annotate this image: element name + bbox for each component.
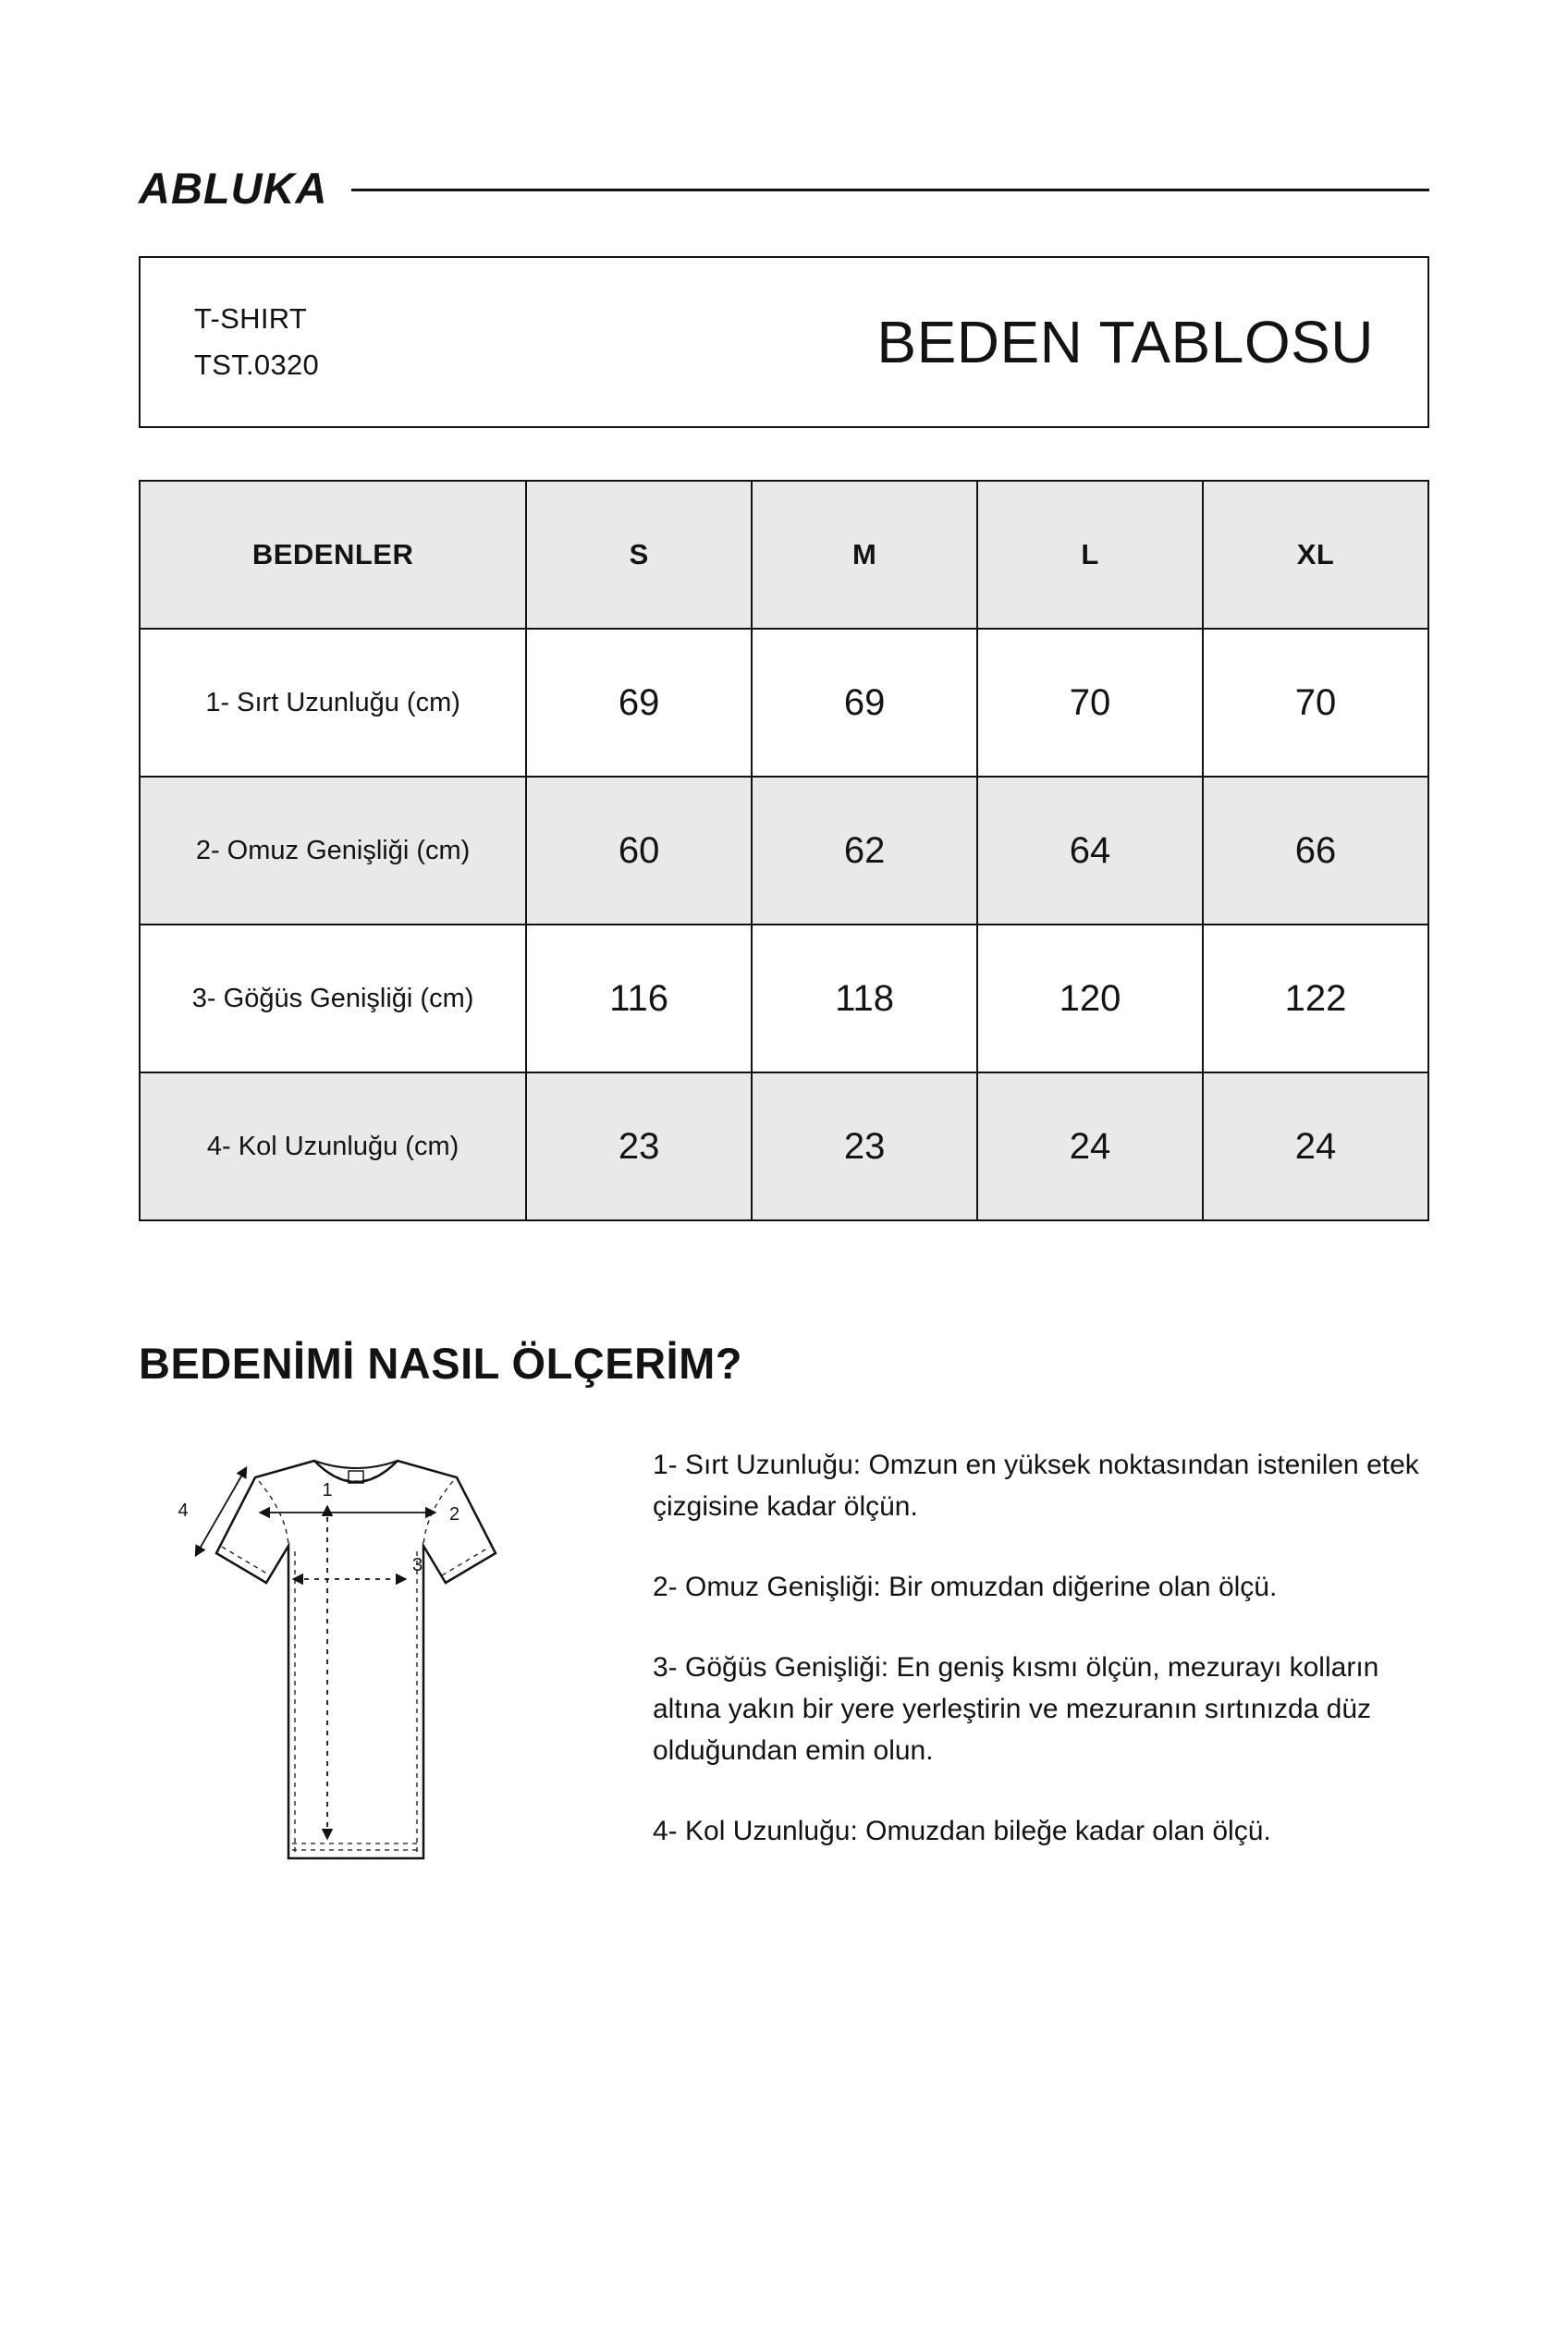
- product-type: T-SHIRT: [194, 302, 308, 336]
- product-code: TST.0320: [194, 349, 320, 381]
- diagram-label-1: 1: [322, 1480, 333, 1501]
- table-row-shoulder-width: [140, 777, 1428, 925]
- brand-divider-line: [351, 189, 1429, 191]
- row-label: 3- Göğüs Genişliği (cm): [140, 925, 526, 1072]
- row-label: 1- Sırt Uzunluğu (cm): [140, 629, 526, 777]
- cell-value: 122: [1203, 925, 1428, 1072]
- table-row-chest-width: [140, 925, 1428, 1072]
- diagram-label-3: 3: [412, 1555, 423, 1575]
- cell-value: 64: [977, 777, 1203, 925]
- cell-value: 24: [1203, 1072, 1428, 1220]
- cell-value: 60: [526, 777, 752, 925]
- table-row-back-length: [140, 629, 1428, 777]
- howto-body: [139, 1422, 1429, 1944]
- col-header-size-m: M: [752, 481, 977, 629]
- cell-value: 66: [1203, 777, 1428, 925]
- col-header-size-xl: XL: [1203, 481, 1428, 629]
- cell-value: 23: [752, 1072, 977, 1220]
- cell-value: 118: [752, 925, 977, 1072]
- cell-value: 120: [977, 925, 1203, 1072]
- instruction-chest-width: 3- Göğüs Genişliği: En geniş kısmı ölçün, mezurayı kolların altına yakın bir yere yerleştirin ve mezuranın sırtınızda düz olduğundan emin olun.: [653, 1652, 1379, 1766]
- cell-value: 62: [752, 777, 977, 925]
- brand-logo: ABLUKA: [139, 164, 328, 213]
- col-header-size-l: L: [977, 481, 1203, 629]
- row-label: 4- Kol Uzunluğu (cm): [140, 1072, 526, 1220]
- tshirt-diagram: [139, 1422, 619, 1944]
- cell-value: 116: [526, 925, 752, 1072]
- cell-value: 70: [977, 629, 1203, 777]
- tshirt-diagram-svg: [139, 1422, 601, 1940]
- page-title: BEDEN TABLOSU: [876, 309, 1374, 375]
- diagram-label-4: 4: [178, 1501, 189, 1521]
- col-header-bedenler: BEDENLER: [140, 481, 526, 629]
- cell-value: 69: [752, 629, 977, 777]
- cell-value: 69: [526, 629, 752, 777]
- cell-value: 24: [977, 1072, 1203, 1220]
- brand-header: [139, 163, 1429, 214]
- title-box: [139, 256, 1429, 428]
- row-label: 2- Omuz Genişliği (cm): [140, 777, 526, 925]
- howto-heading: BEDENİMİ NASIL ÖLÇERİM?: [139, 1339, 742, 1388]
- col-header-size-s: S: [526, 481, 752, 629]
- diagram-label-2: 2: [449, 1504, 460, 1525]
- cell-value: 23: [526, 1072, 752, 1220]
- product-meta: [194, 296, 319, 387]
- size-table-header-row: [140, 481, 1428, 629]
- size-table: [139, 480, 1429, 1221]
- instruction-shoulder-width: 2- Omuz Genişliği: Bir omuzdan diğerine olan ölçü.: [653, 1572, 1278, 1602]
- cell-value: 70: [1203, 629, 1428, 777]
- table-row-sleeve-length: [140, 1072, 1428, 1220]
- instruction-sleeve-length: 4- Kol Uzunluğu: Omuzdan bileğe kadar olan ölçü.: [653, 1816, 1271, 1846]
- measure-instructions: [619, 1422, 1429, 1891]
- instruction-back-length: 1- Sırt Uzunluğu: Omzun en yüksek noktasından istenilen etek çizgisine kadar ölçün.: [653, 1450, 1419, 1522]
